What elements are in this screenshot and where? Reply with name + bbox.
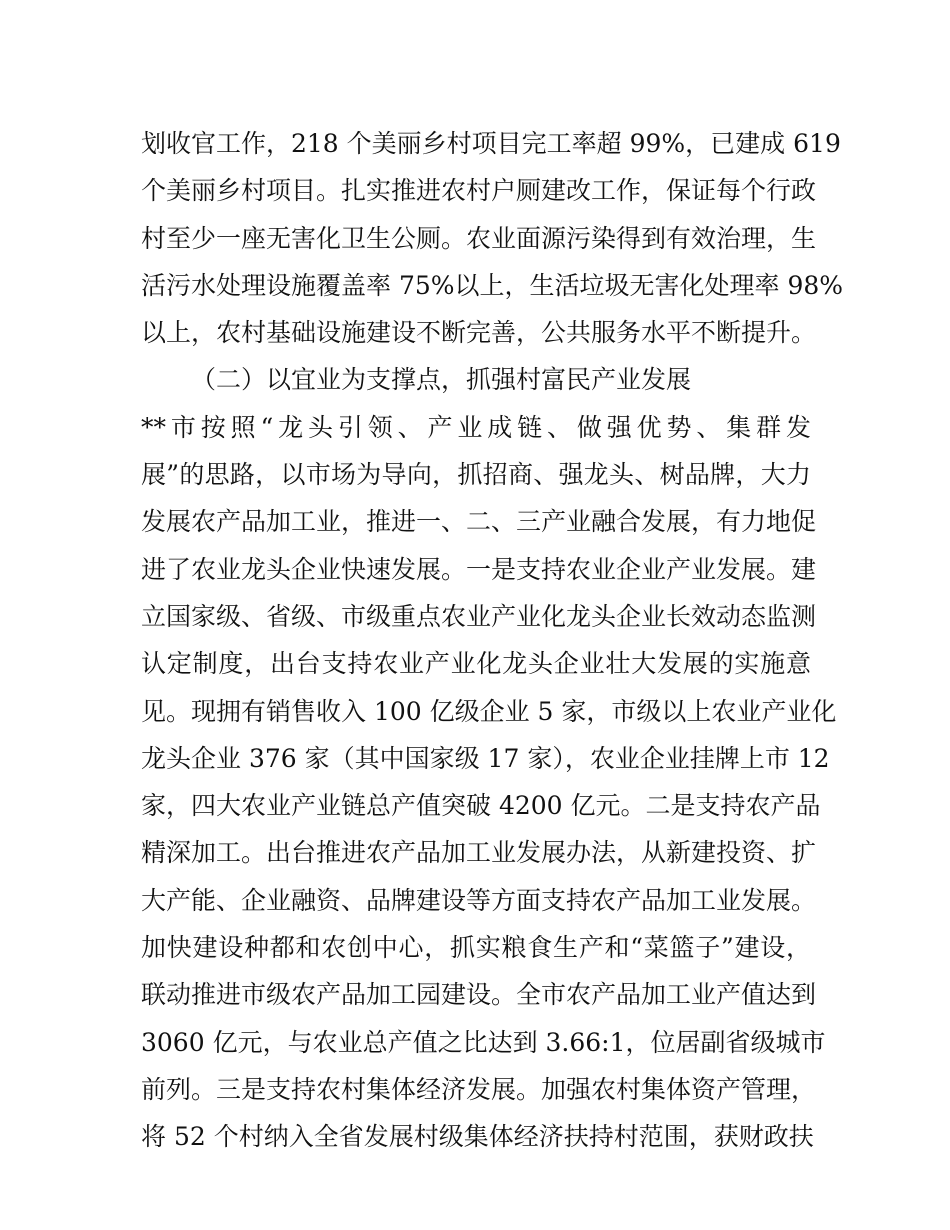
text-line: 活污水处理设施覆盖率 75%以上，生活垃圾无害化处理率 98% xyxy=(141,270,844,300)
section-heading: （二）以宜业为支撑点，抓强村富民产业发展 xyxy=(191,365,692,395)
text-line: 将 52 个村纳入全省发展村级集体经济扶持村范围，获财政扶 xyxy=(141,1122,814,1152)
text-line: **市按照“龙头引领、产业成链、做强优势、集群发 xyxy=(141,412,811,442)
text-line: 见。现拥有销售收入 100 亿级企业 5 家，市级以上农业产业化 xyxy=(141,696,837,726)
text-line: 加快建设种都和农创中心，抓实粮食生产和“菜篮子”建设， xyxy=(141,933,811,963)
text-line: 展”的思路，以市场为导向，抓招商、强龙头、树品牌，大力 xyxy=(141,460,811,490)
text-line: 个美丽乡村项目。扎实推进农村户厕建改工作，保证每个行政 xyxy=(141,176,817,206)
text-line: 家，四大农业产业链总产值突破 4200 亿元。二是支持农产品 xyxy=(141,791,821,821)
text-line: 以上，农村基础设施建设不断完善，公共服务水平不断提升。 xyxy=(141,318,817,348)
text-line: 3060 亿元，与农业总产值之比达到 3.66:1，位居副省级城市 xyxy=(141,1027,826,1057)
text-line: 前列。三是支持农村集体经济发展。加强农村集体资产管理， xyxy=(141,1074,817,1104)
text-line: 联动推进市级农产品加工园建设。全市农产品加工业产值达到 xyxy=(141,980,817,1010)
body-text xyxy=(141,120,844,1161)
text-line: 认定制度，出台支持农业产业化龙头企业壮大发展的实施意 xyxy=(141,649,811,679)
text-line: 划收官工作，218 个美丽乡村项目完工率超 99%，已建成 619 xyxy=(141,129,841,158)
text-line: 龙头企业 376 家（其中国家级 17 家），农业企业挂牌上市 12 xyxy=(141,743,830,773)
text-line: 立国家级、省级、市级重点农业产业化龙头企业长效动态监测 xyxy=(141,601,817,631)
text-line: 进了农业龙头企业快速发展。一是支持农业企业产业发展。建 xyxy=(141,554,817,584)
text-line: 村至少一座无害化卫生公厕。农业面源污染得到有效治理，生 xyxy=(141,223,817,253)
text-line: 大产能、企业融资、品牌建设等方面支持农产品加工业发展。 xyxy=(141,885,817,915)
text-line: 发展农产品加工业，推进一、二、三产业融合发展，有力地促 xyxy=(141,507,817,537)
text-line: 精深加工。出台推进农产品加工业发展办法，从新建投资、扩 xyxy=(141,838,817,868)
